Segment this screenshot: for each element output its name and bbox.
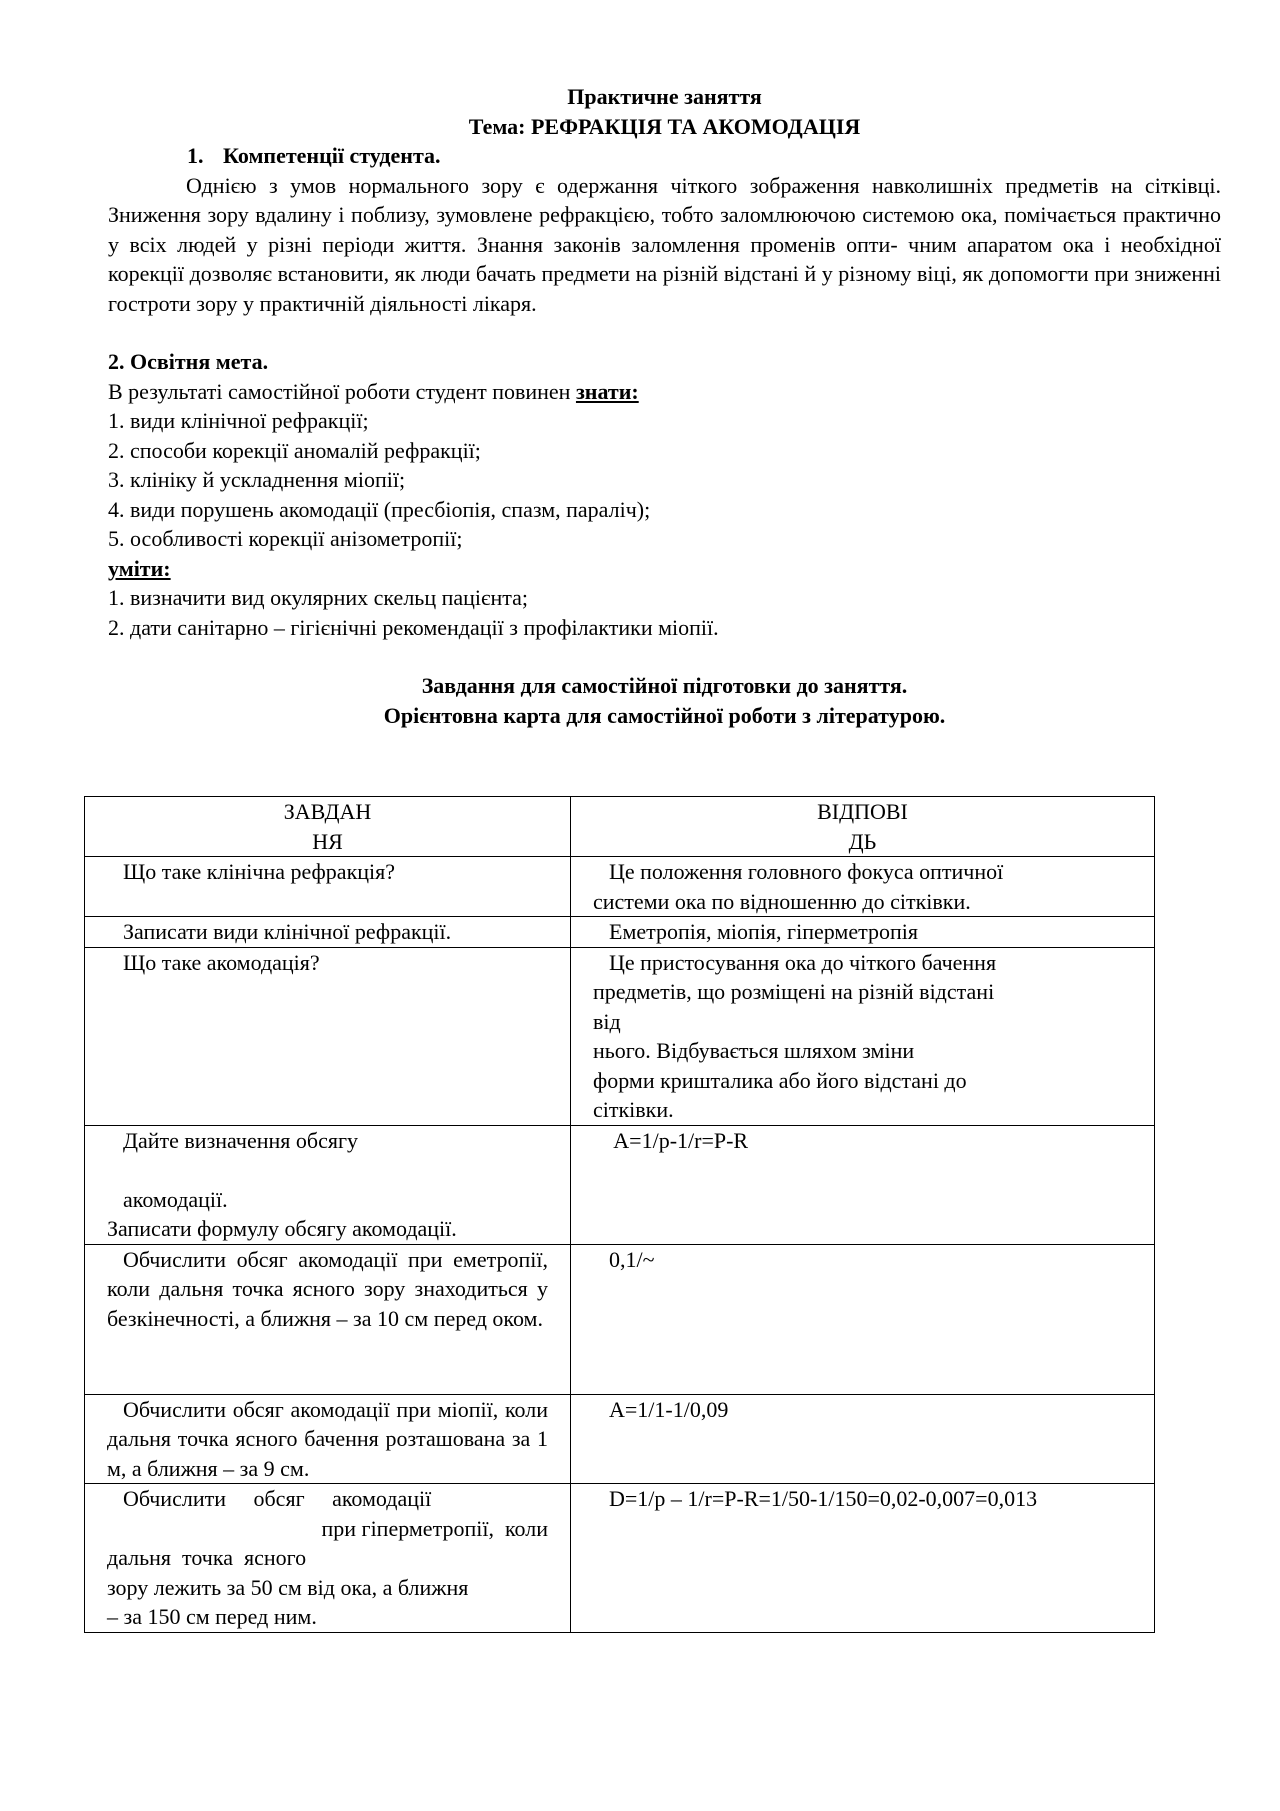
answer-cell: Еметропія, міопія, гіперметропія (571, 917, 1155, 948)
question-cell: Що таке акомодація? (85, 947, 571, 1125)
answer-cell: Це положення головного фокуса оптичної системи ока по відношенню до сітківки. (571, 857, 1155, 917)
answer-cell: 0,1/~ (571, 1244, 1155, 1394)
section1-heading-text: Компетенції студента. (223, 143, 441, 168)
header-task-cell: ЗАВДАН НЯ (85, 797, 571, 857)
skills-item: 2. дати санітарно – гігієнічні рекомендації з профілактики міопії. (108, 614, 719, 640)
question-cell: Обчислити обсяг акомодації при міопії, коли дальня точка ясного бачення розташована за 1 м, а ближня – за 9 см. (85, 1394, 571, 1484)
section1-number: 1. (187, 143, 204, 168)
question-cell: Обчислити обсяг акомодації при еметропії, коли дальня точка ясного зору знаходиться у безкінечності, а ближня – за 10 см перед оком. (85, 1244, 571, 1394)
table-row (85, 1125, 1155, 1244)
know-label: знати: (575, 378, 639, 404)
section2-heading: 2. Освітня мета. (108, 349, 269, 374)
table-row (85, 947, 1155, 1125)
section1-paragraph: Однією з умов нормального зору є одержання чіткого зображення навколишніх предметів на сітківці. Зниження зору вдалину і поблизу, зумовлене рефракцією, тобто заломлюючою системою ока, помічається практично у всіх людей у різні періоди життя. Знання законів заломлення променів опти- чним апаратом ока і необхідної корекції дозволяє встановити, як люди бачать предмети на різній відстані й у різному віці, як допомогти при зниженні гостроти зору у практичній діяльності лікаря. (108, 172, 1221, 316)
question-cell: Що таке клінічна рефракція? (85, 857, 571, 917)
table-header-row (85, 797, 1155, 857)
section2-intro (108, 377, 1221, 407)
answer-cell: Це пристосування ока до чіткого бачення предметів, що розміщені на різній відстані від нього. Відбувається шляхом зміни форми кришталика або його відстані до сітківки. (571, 947, 1155, 1125)
answer-cell: A=1/p-1/r=P-R (571, 1125, 1155, 1244)
document-page (108, 82, 1221, 730)
table-row (85, 857, 1155, 917)
table-row (85, 1394, 1155, 1484)
know-item: 1. види клінічної рефракції; (108, 408, 369, 433)
page-title: Практичне заняття (567, 84, 762, 109)
question-cell: Обчислити обсяг акомодації при гіперметропії, коли дальня точка ясного зору лежить за 50 см від ока, а ближня – за 150 см перед ним. (85, 1484, 571, 1633)
question-cell: Дайте визначення обсягу акомодації. Записати формулу обсягу акомодації. (85, 1125, 571, 1244)
header-answer-cell: ВІДПОВІ ДЬ (571, 797, 1155, 857)
answer-cell: A=1/1-1/0,09 (571, 1394, 1155, 1484)
skills-item: 1. визначити вид окулярних скельц пацієнта; (108, 585, 528, 610)
know-item: 3. клініку й ускладнення міопії; (108, 467, 406, 492)
topic-title: Тема: РЕФРАКЦІЯ ТА АКОМОДАЦІЯ (468, 113, 861, 139)
question-cell: Записати види клінічної рефракції. (85, 917, 571, 948)
know-item: 5. особливості корекції анізометропії; (108, 526, 463, 551)
answer-cell: D=1/p – 1/r=P-R=1/50-1/150=0,02-0,007=0,013 (571, 1484, 1155, 1633)
know-item: 2. способи корекції аномалій рефракції; (108, 437, 481, 463)
table-row (85, 1244, 1155, 1394)
know-item: 4. види порушень акомодації (пресбіопія, спазм, параліч); (108, 496, 651, 522)
tasks-heading: Завдання для самостійної підготовки до заняття. (421, 673, 908, 698)
table-row (85, 917, 1155, 948)
skills-label: уміти: (108, 555, 171, 581)
tasks-table (84, 796, 1155, 1633)
section2-intro-text: В результаті самостійної роботи студент повинен (108, 378, 576, 404)
tasks-subheading: Орієнтовна карта для самостійної роботи з літературою. (383, 702, 946, 728)
table-row (85, 1484, 1155, 1633)
section1-heading (187, 141, 1221, 171)
